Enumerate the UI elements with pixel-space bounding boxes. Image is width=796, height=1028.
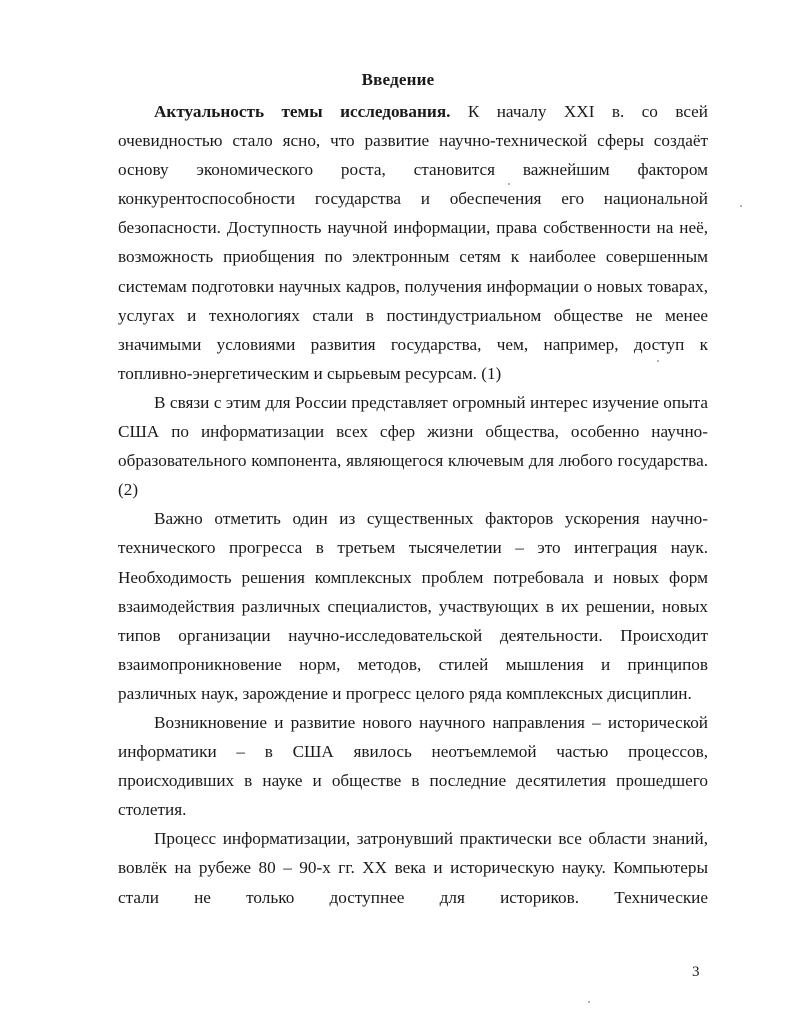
paragraph-russia bbox=[118, 388, 708, 504]
paragraph-text: В связи с этим для России представляет огромный интерес изучение опыта США по информатизации всех сфер жизни общества, особенно научно-образовательного компонента, являющегося ключевым для любого государства. (2) bbox=[118, 392, 708, 500]
scan-speck bbox=[740, 205, 742, 207]
scan-speck bbox=[508, 183, 510, 185]
page-title: Введение bbox=[361, 70, 435, 89]
body-text bbox=[118, 97, 708, 912]
paragraph-text: Важно отметить один из существенных факторов ускорения научно-технического прогресса в третьем тысячелетии – это интеграция наук. Необходимость решения комплексных проблем потребовала и новых форм взаимодействия различных специалистов, участвующих в их решении, новых типов организации научно-исследовательской деятельности. Происходит взаимопроникновение норм, методов, стилей мышления и принципов различных наук, зарождение и прогресс целого ряда комплексных дисциплин. bbox=[118, 509, 708, 703]
paragraph-informatization bbox=[118, 824, 708, 911]
paragraph-relevance bbox=[118, 97, 708, 388]
paragraph-integration bbox=[118, 504, 708, 708]
paragraph-lead: Актуальность темы исследования. bbox=[154, 102, 451, 121]
scan-speck bbox=[588, 1001, 590, 1003]
page-number: 3 bbox=[692, 964, 700, 980]
paragraph-text: К началу XXI в. со всей очевидностью стало ясно, что развитие научно-технической сферы создаёт основу экономического роста, становится важнейшим фактором конкурентоспособности государства и обеспечения его национальной безопасности. Доступность научной информации, права собственности на неё, возможность приобщения по электронным сетям к наиболее совершенным системам подготовки научных кадров, получения информации о новых товарах, услугах и технологиях стали в постиндустриальном обществе не менее значимыми условиями развития государства, чем, например, доступ к топливно-энергетическим и сырьевым ресурсам. (1) bbox=[118, 102, 709, 383]
paragraph-historical-informatics bbox=[118, 708, 708, 824]
paragraph-text: Возникновение и развитие нового научного направления – исторической информатики – в США явилось неотъемлемой частью процессов, происходивших в науке и обществе в последние десятилетия прошедшего столетия. bbox=[118, 712, 708, 820]
scan-speck bbox=[657, 360, 659, 362]
paragraph-text: Процесс информатизации, затронувший практически все области знаний, вовлёк на рубеже 80 – 90-х гг. XX века и историческую науку. Компьютеры стали не только доступнее для историков. Технические bbox=[118, 829, 708, 907]
